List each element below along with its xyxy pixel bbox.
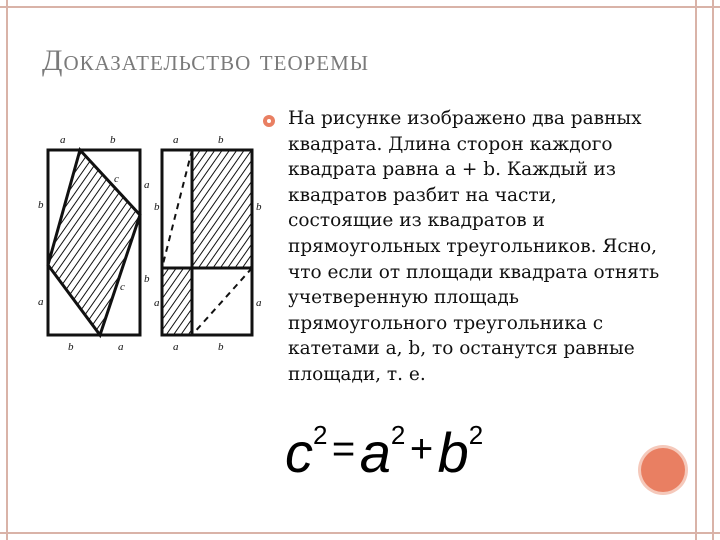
frame-right-line — [695, 0, 697, 540]
b-square — [192, 150, 252, 268]
label-right-side-a: a — [154, 297, 160, 309]
bullet-text: На рисунке изображено два равных квадрата. Длина сторон каждого квадрата равна a + b. Каждый из квадратов разбит на части, состоящие из квадратов и прямоугольных треугольников. Ясно, что если от площади квадрата отнять учетверенную площадь прямоугольного треугольника с катетами a, b, то останутся равные площади, т. е. — [288, 108, 660, 385]
label-right-right-b: b — [256, 201, 262, 213]
label-left-side-a: a — [38, 296, 44, 308]
label-c-2: c — [120, 281, 125, 293]
decorative-circle — [641, 448, 685, 492]
bullet-icon — [262, 114, 276, 128]
label-right-bottom-a: a — [173, 341, 179, 353]
frame-left-line — [6, 0, 8, 540]
frame-bottom-line — [0, 532, 720, 534]
label-left-bottom-b: b — [68, 341, 74, 353]
label-left-top-a: a — [60, 134, 66, 146]
formula-equals: = — [331, 427, 356, 471]
label-c-1: c — [114, 173, 119, 185]
pythagorean-formula — [285, 420, 484, 484]
label-right-right-a: a — [256, 297, 262, 309]
proof-diagram — [30, 110, 260, 360]
label-left-top-b: b — [110, 134, 116, 146]
label-left-side-b: b — [38, 199, 44, 211]
frame-right-line-outer — [712, 0, 714, 540]
formula-b-exp: 2 — [468, 420, 484, 450]
a-square — [162, 268, 192, 335]
label-right-top-b: b — [218, 134, 224, 146]
label-right-top-a: a — [173, 134, 179, 146]
left-square — [48, 150, 140, 335]
frame-top-line — [0, 6, 720, 8]
right-square — [162, 150, 252, 335]
slide-title: Доказательство теоремы — [42, 44, 370, 77]
formula-a-exp: 2 — [390, 420, 406, 450]
label-left-bottom-a: a — [118, 341, 124, 353]
formula-plus: + — [409, 427, 434, 471]
formula-b: b — [437, 421, 469, 484]
formula-c: c — [285, 421, 313, 484]
label-left-right-a: a — [144, 179, 150, 191]
formula-a: a — [359, 421, 391, 484]
formula-c-exp: 2 — [313, 420, 328, 450]
label-left-right-b: b — [144, 273, 150, 285]
label-right-side-b: b — [154, 201, 160, 213]
label-right-bottom-b: b — [218, 341, 224, 353]
